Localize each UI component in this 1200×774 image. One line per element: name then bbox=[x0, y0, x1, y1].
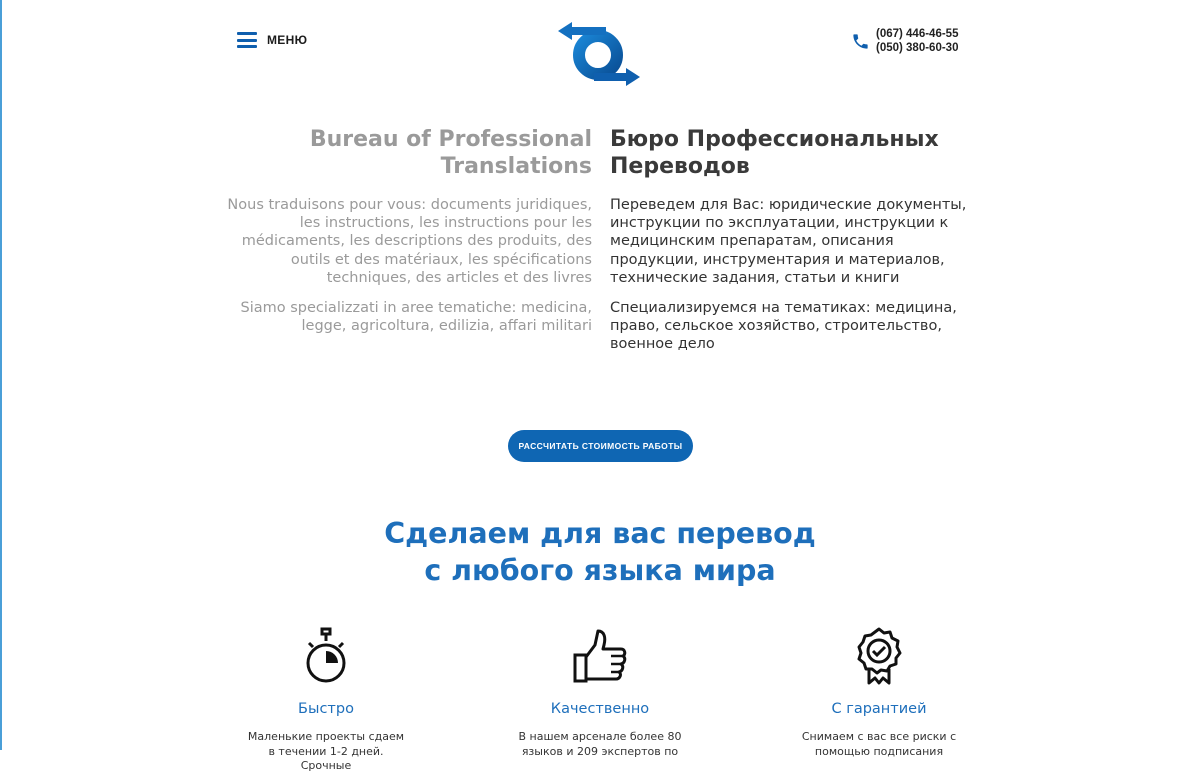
hero-column-foreign bbox=[220, 126, 592, 347]
feature-guarantee bbox=[779, 627, 979, 759]
hero-title-english: Bureau of Professional Translations bbox=[309, 127, 592, 179]
award-badge-icon bbox=[852, 627, 906, 685]
phone-link-1[interactable]: (067) 446-46-55 bbox=[876, 28, 959, 40]
feature-guarantee-text: Снимаем с вас все риски с помощью подписания bbox=[801, 730, 957, 758]
hamburger-icon bbox=[237, 32, 257, 48]
left-edge-rule bbox=[0, 0, 2, 750]
section-title-line-1: Сделаем для вас перевод bbox=[384, 517, 816, 550]
feature-fast bbox=[226, 627, 426, 774]
hero-paragraph-specialization: Специализируемся на тематиках: медицина, право, сельское хозяйство, строительство, военное дело bbox=[610, 300, 957, 353]
menu-label: МЕНЮ bbox=[267, 33, 308, 47]
section-title-line-2: с любого языка мира bbox=[424, 554, 776, 587]
feature-fast-title: Быстро bbox=[298, 701, 354, 717]
stopwatch-icon bbox=[299, 627, 353, 685]
calculate-cost-button[interactable]: РАССЧИТАТЬ СТОИМОСТЬ РАБОТЫ bbox=[508, 430, 693, 462]
hero-title-russian: Бюро Профессиональных Переводов bbox=[610, 127, 939, 179]
hero-paragraph-services: Переведем для Вас: юридические документы, инструкции по эксплуатации, инструкции к медицинским препаратам, описания продукции, инструментария и материалов, технические задания, статьи и книги bbox=[610, 197, 967, 286]
feature-fast-text: Маленькие проекты сдаем в течении 1-2 дней. Срочные bbox=[247, 730, 405, 772]
hero-paragraph-french: Nous traduisons pour vous: documents juridiques, les instructions, les instructions pour les médicaments, les descriptions des produits, des outils et des matériaux, les spécifications techniques, des articles et des livres bbox=[227, 197, 592, 286]
phone-icon bbox=[851, 32, 870, 51]
feature-quality-title: Качественно bbox=[550, 701, 650, 717]
feature-quality-text: В нашем арсенале более 80 языков и 209 экспертов по bbox=[518, 730, 682, 758]
section-title bbox=[300, 515, 900, 589]
phone-link-2[interactable]: (050) 380-60-30 bbox=[876, 42, 959, 54]
hero-column-russian bbox=[610, 126, 970, 366]
menu-button[interactable] bbox=[237, 32, 307, 48]
thumbs-up-icon bbox=[573, 627, 627, 685]
company-logo[interactable] bbox=[556, 20, 642, 88]
phone-contacts bbox=[851, 27, 958, 55]
feature-guarantee-title: С гарантией bbox=[831, 701, 927, 717]
hero-paragraph-italian: Siamo specializzati in aree tematiche: medicina, legge, agricoltura, edilizia, affari militari bbox=[240, 300, 592, 335]
feature-quality bbox=[500, 627, 700, 759]
